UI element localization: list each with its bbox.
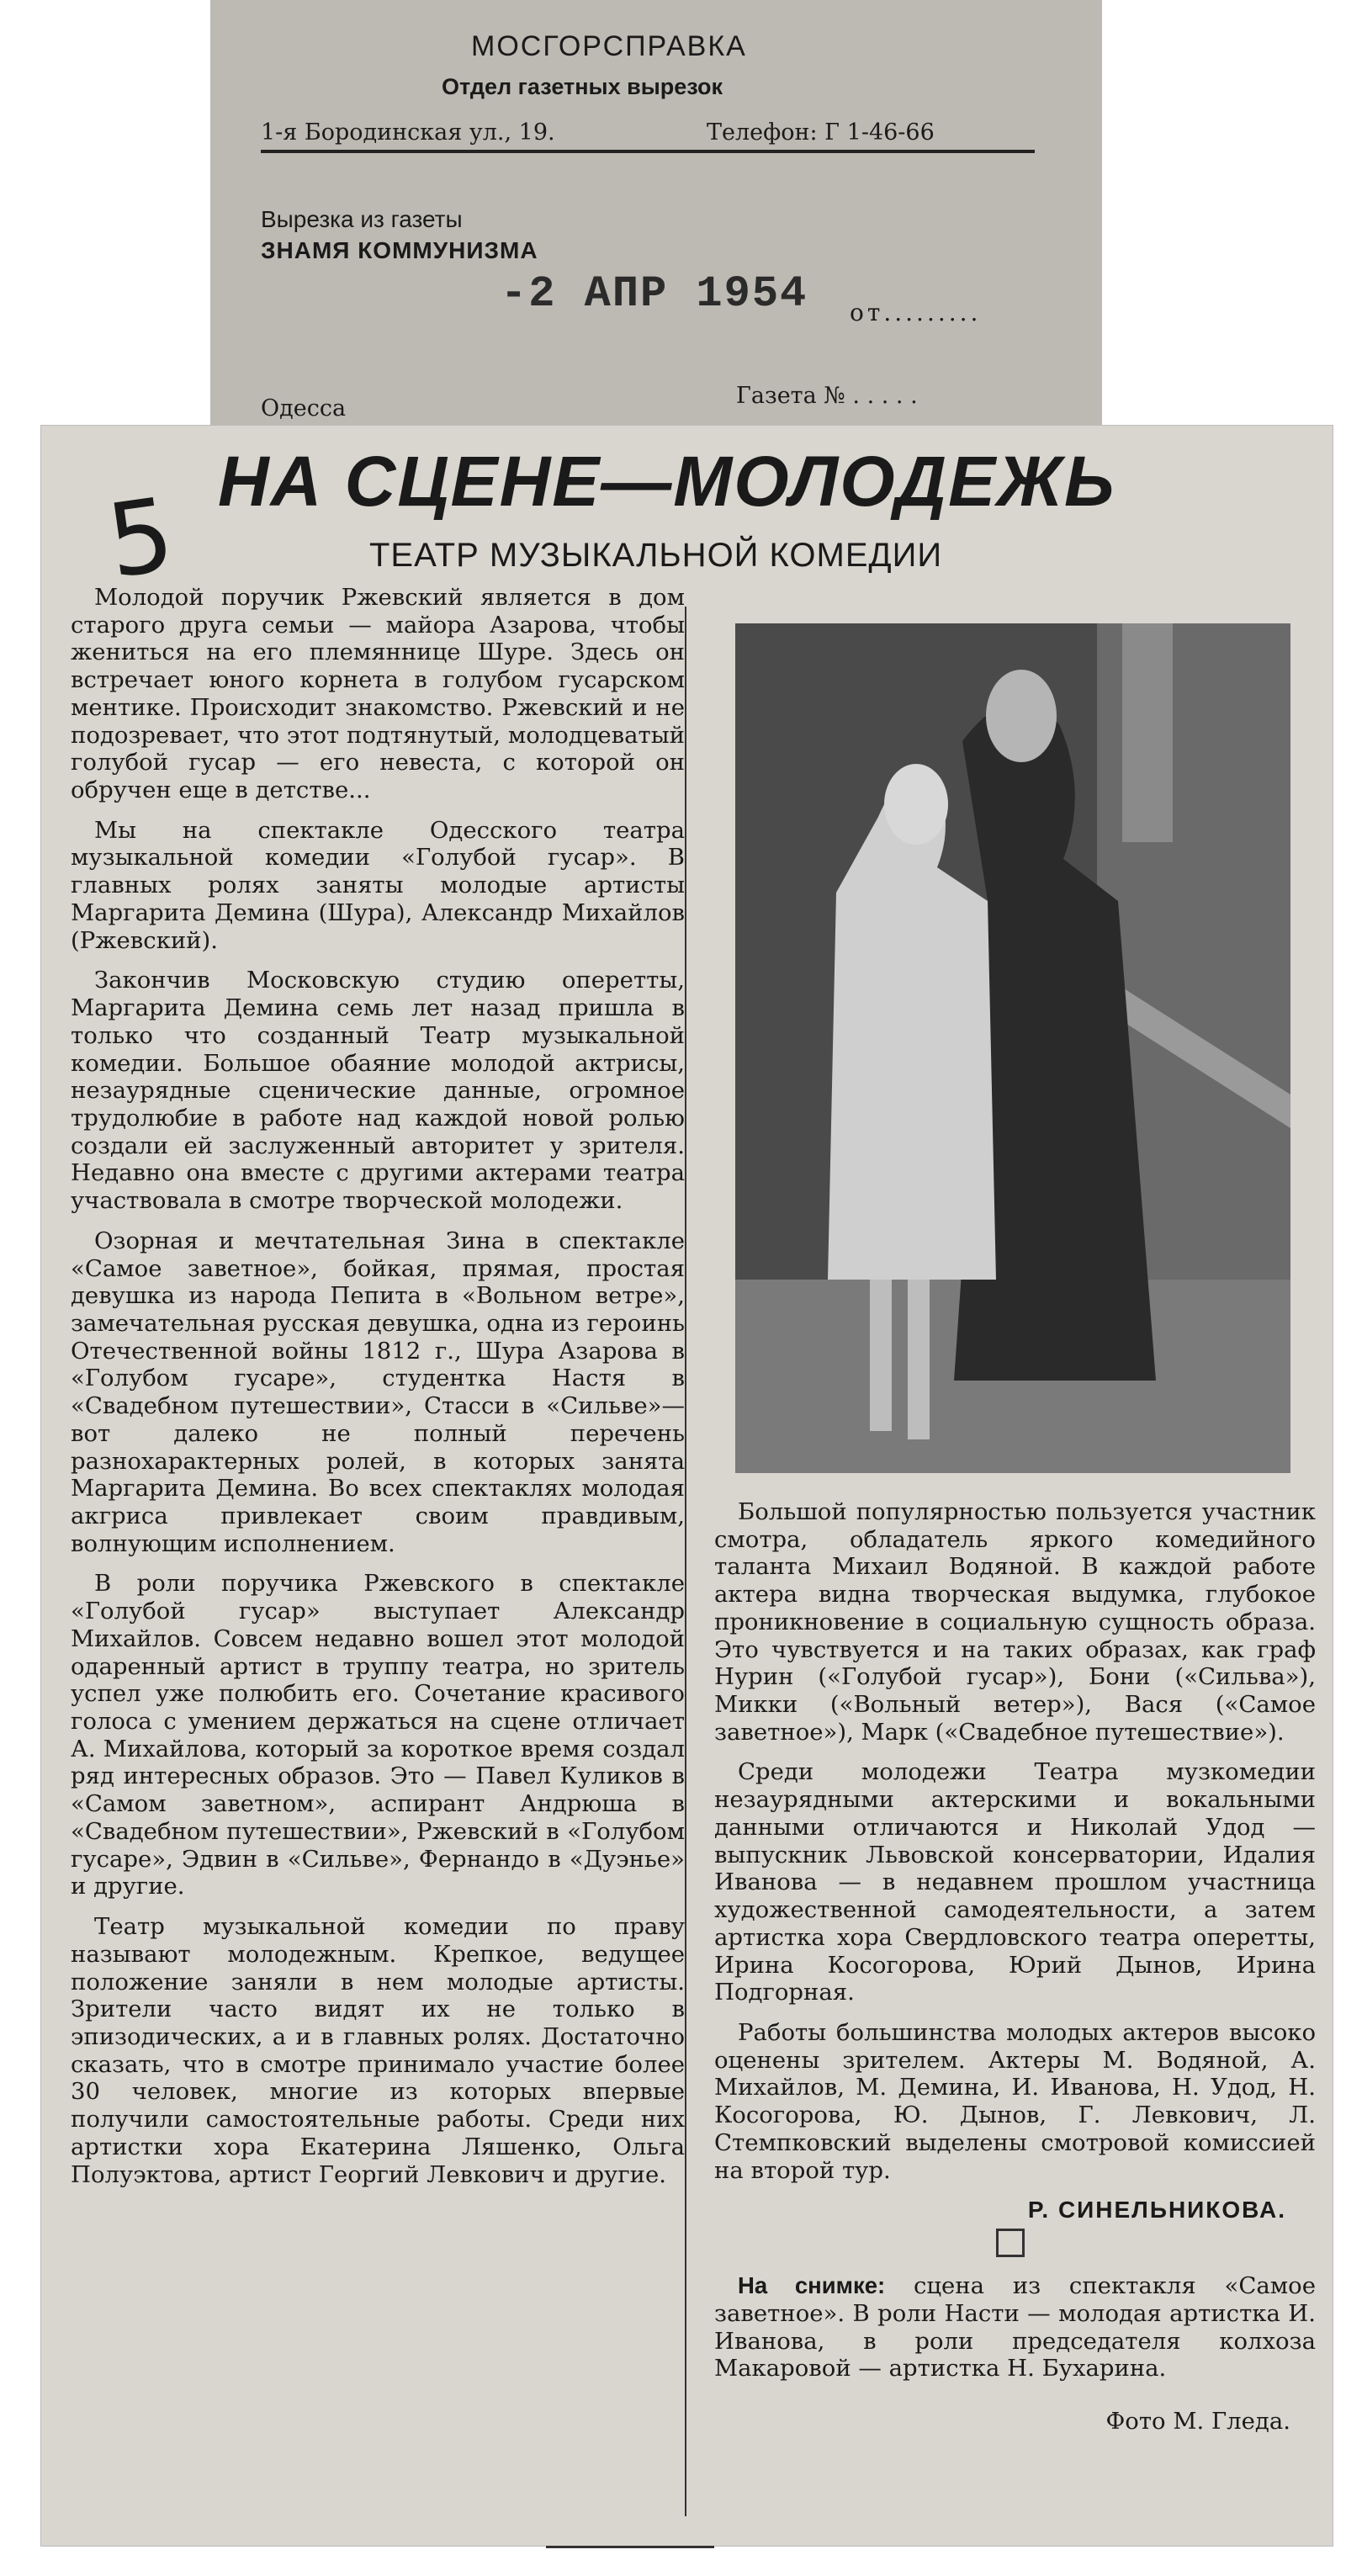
article-subheadline: ТЕАТР МУЗЫКАЛЬНОЙ КОМЕДИИ <box>369 537 943 574</box>
city-name: Одесса <box>261 395 347 421</box>
clipping-service-label <box>210 0 1102 425</box>
paragraph: Озорная и мечтательная Зина в спектакле «Самое заветное», бойкая, прямая, простая девушка из народа Пепита в «Вольном ветре», замечательная русская девушка, одна из героинь Отечественной войны 1812 г., Шура Азарова в «Голубом гусаре», студентка Настя в «Свадебном путешествии», Стасси в «Сильве»—вот далеко не полный перечень разнохарактерных ролей, в которых занята Маргарита Демина. Во всех спектаклях молодая акгриса привлекает своим правдивым, волнующим исполнением. <box>71 1227 685 1557</box>
column-divider <box>685 607 686 2516</box>
paragraph: В роли поручика Ржевского в спектакле «Голубой гусар» выступает Александр Михайлов. Совсем недавно вошел этот молодой одаренный артист в труппу театра, но зритель успел уже полюбить его. Сочетание красивого голоса с умением держаться на сцене отличает А. Михайлова, который за короткое время создал ряд интересных образов. Это — Павел Куликов в «Самом заветном», аспирант Андрюша в «Свадебном путешествии», Ржевский в «Голубом гусаре», Эдвин в «Сильве», Фернандо в «Дуэнье» и другие. <box>71 1570 685 1900</box>
stage-photo <box>735 623 1290 1473</box>
paragraph: Театр музыкальной комедии по праву называют молодежным. Крепкое, ведущее положение заняли в нем молодые артисты. Зрители часто видят их не только в эпизодических, а и в главных ролях. Достаточно сказать, что в смотре принимало участие более 30 человек, многие из которых впервые получили самостоятельные работы. Среди них артистки хора Екатерина Ляшенко, Ольга Полуэктова, артист Георгий Левкович и другие. <box>71 1913 685 2188</box>
caption-label: На снимке: <box>738 2272 886 2299</box>
caption-text: сцена из спектакля «Самое заветное». В роли Насти — молодая артистка И. Иванова, в роли председателя колхоза Макаровой — артистка Н. Бухарина. <box>714 2272 1316 2383</box>
paragraph: Молодой поручик Ржевский является в дом старого друга семьи — майора Азарова, чтобы жениться на его племяннице Шуре. Здесь он встречает юного корнета в голубом гусарском ментике. Происходит знакомство. Ржевский и не подозревает, что этот подтянутый, молодцеватый голубой гусар — его невеста, с которой он обручен еще в детстве... <box>71 584 685 804</box>
agency-address: 1-я Бородинская ул., 19. <box>261 119 555 146</box>
paragraph: Работы большинства молодых актеров высоко оценены зрителем. Актеры М. Водяной, А. Михайлов, М. Демина, И. Иванова, Н. Удод, Н. Косогорова, Ю. Дынов, Г. Левкович, Л. Стемпковский выделены смотровой комиссией на второй тур. <box>714 2018 1316 2184</box>
gazeta-number: Газета № . . . . . <box>736 383 918 409</box>
photo-illustration <box>735 623 1290 1473</box>
paragraph: Большой популярностью пользуется участник смотра, обладатель яркого комедийного таланта Михаил Водяной. В каждой работе актера видна творческая выдумка, глубокое проникновение в социальную сущность образа. Это чувствуется и на таких образах, как граф Нурин («Голубой гусар»), Бони («Сильва»), Микки («Вольный ветер»), Вася («Самое заветное»), Марк («Свадебное путешествие»). <box>714 1498 1316 1746</box>
article-author: Р. СИНЕЛЬНИКОВА. <box>1027 2197 1286 2224</box>
article-headline: НА СЦЕНЕ—МОЛОДЕЖЬ <box>218 442 1116 521</box>
date-stamp: -2 АПР 1954 <box>501 269 808 319</box>
photo-credit: Фото М. Гледа. <box>1105 2408 1290 2436</box>
bottom-divider <box>546 2546 714 2548</box>
left-column <box>71 584 685 2201</box>
handwritten-page-number: 5 <box>100 476 181 602</box>
newspaper-clipping <box>40 425 1333 2547</box>
paragraph: Мы на спектакле Одесского театра музыкальной комедии «Голубой гусар». В главных ролях заняты молодые артисты Маргарита Демина (Шура), Александр Михайлов (Ржевский). <box>71 816 685 954</box>
department-name: Отдел газетных вырезок <box>442 74 723 99</box>
label-divider <box>261 150 1035 153</box>
right-column <box>714 1498 1316 2435</box>
end-of-article-mark <box>996 2229 1025 2257</box>
agency-phone: Телефон: Г 1-46-66 <box>707 119 935 146</box>
agency-name: МОСГОРСПРАВКА <box>471 30 747 62</box>
paragraph: Закончив Московскую студию оперетты, Маргарита Демина семь лет назад пришла в только что созданный Театр музыкальной комедии. Большое обаяние молодой актрисы, незаурядные сценические данные, огромное трудолюбие в работе над каждой новой ролью создали ей заслуженный авторитет у зрителя. Недавно она вместе с другими актерами театра участвовала в смотре творческой молодежи. <box>71 967 685 1215</box>
newspaper-name: ЗНАМЯ КОММУНИЗМА <box>261 237 538 263</box>
date-dots: от......... <box>850 299 982 326</box>
photo-caption <box>714 2272 1316 2383</box>
cut-label: Вырезка из газеты <box>261 206 463 232</box>
paragraph: Среди молодежи Театра музкомедии незаурядными актерскими и вокальными данными отличаются и Николай Удод — выпускник Львовской консерватории, Идалия Иванова — в недавнем прошлом участница художественной самодеятельности, а затем артистка хора Свердловского театра оперетты, Ирина Косогорова, Юрий Дынов, Ирина Подгорная. <box>714 1758 1316 2006</box>
